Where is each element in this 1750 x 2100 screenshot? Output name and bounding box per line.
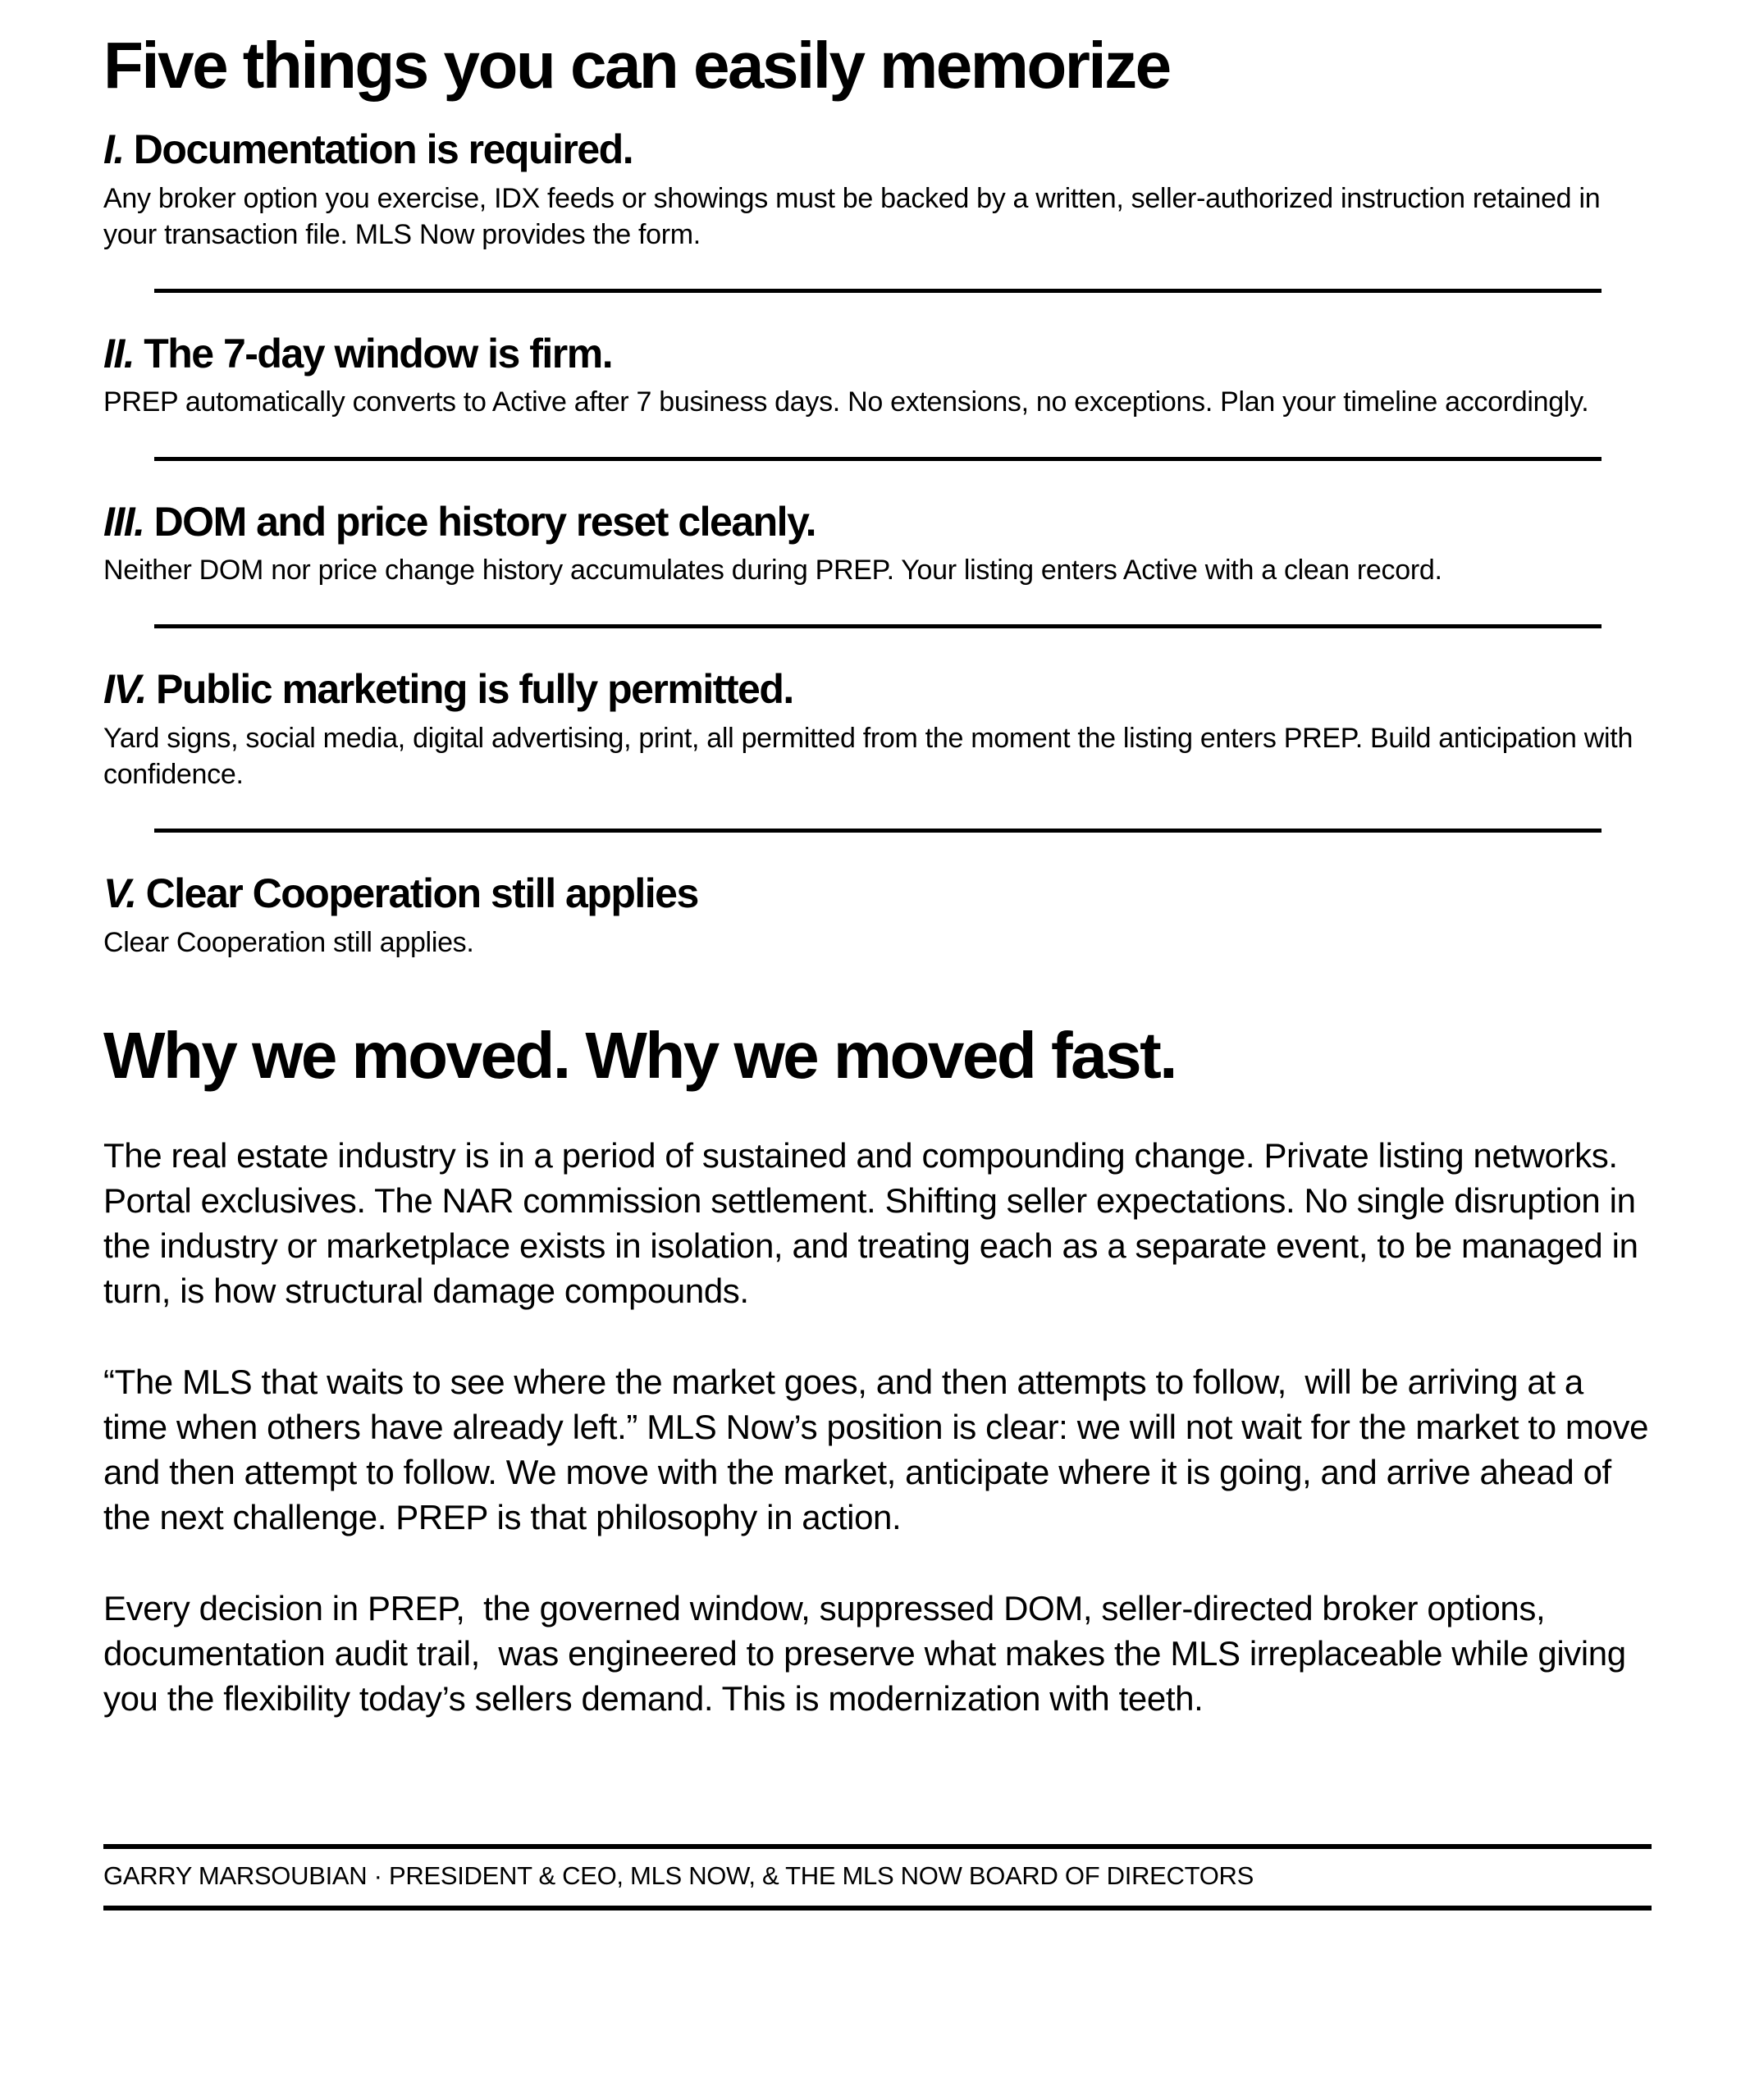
memo-item-2 [103,331,1652,421]
item-1-numeral: I. [103,126,124,172]
section-divider-4 [154,829,1602,833]
item-3-numeral: III. [103,498,144,545]
memo-item-1 [103,126,1652,253]
memo-item-5 [103,870,1652,961]
item-1-body: Any broker option you exercise, IDX feeds or showings must be backed by a written, seller-authorized instruction retained in your transaction file. MLS Now provides the form. [103,182,1608,250]
item-4-title: Public marketing is fully permitted. [156,666,793,713]
item-3-title: DOM and price history reset cleanly. [153,498,816,545]
item-4-numeral: IV. [103,666,147,713]
section-divider-1 [154,289,1602,293]
footer [103,1844,1652,1911]
item-2-body: PREP automatically converts to Active after 7 business days. No extensions, no exceptions. Plan your timeline accordingly. [103,386,1589,418]
page-title: Five things you can easily memorize [103,29,1170,102]
item-5-body: Clear Cooperation still applies. [103,926,474,958]
item-4-heading [103,666,1652,714]
section-divider-3 [154,624,1602,628]
why-paragraph-3: Every decision in PREP, the governed window, suppressed DOM, seller-directed broker options, documentation audit trail, was engineered to preserve what makes the MLS irreplaceable while giving you the flexibility today’s sellers demand. This is modernization with teeth. [103,1588,1635,1718]
item-5-numeral: V. [103,870,136,917]
section-title-why-we-moved: Why we moved. Why we moved fast. [103,1018,1176,1092]
item-3-body: Neither DOM nor price change history accumulates during PREP. Your listing enters Active with a clean record. [103,555,1442,587]
why-paragraph-1: The real estate industry is in a period of sustained and compounding change. Private listing networks. Portal exclusives. The NAR commission settlement. Shifting seller expectations. No single disruption in the industry or marketplace exists in isolation, and treating each as a separate event, to be managed in turn, is how structural damage compounds. [103,1135,1647,1310]
item-5-title: Clear Cooperation still applies [145,870,698,917]
item-2-heading [103,331,1652,378]
item-1-title: Documentation is required. [133,126,633,172]
item-4-body: Yard signs, social media, digital advertising, print, all permitted from the moment the listing enters PREP. Build anticipation with confidence. [103,722,1641,790]
item-1-heading [103,126,1652,174]
footer-attribution: GARRY MARSOUBIAN · PRESIDENT & CEO, MLS NOW, & THE MLS NOW BOARD OF DIRECTORS [103,1860,1254,1890]
memo-item-3 [103,499,1652,589]
item-3-heading [103,499,1652,546]
memo-item-4 [103,666,1652,792]
item-2-numeral: II. [103,330,135,377]
item-5-heading [103,870,1652,918]
section-divider-2 [154,457,1602,461]
footer-rule-bottom [103,1906,1652,1911]
why-paragraph-2: “The MLS that waits to see where the market goes, and then attempts to follow, will be arriving at a time when others have already left.” MLS Now’s position is clear: we will not wait for the market to move and then attempt to follow. We move with the market, anticipate where it is going, and arrive ahead of the next challenge. PREP is that philosophy in action. [103,1362,1658,1536]
item-2-title: The 7-day window is firm. [144,330,613,377]
